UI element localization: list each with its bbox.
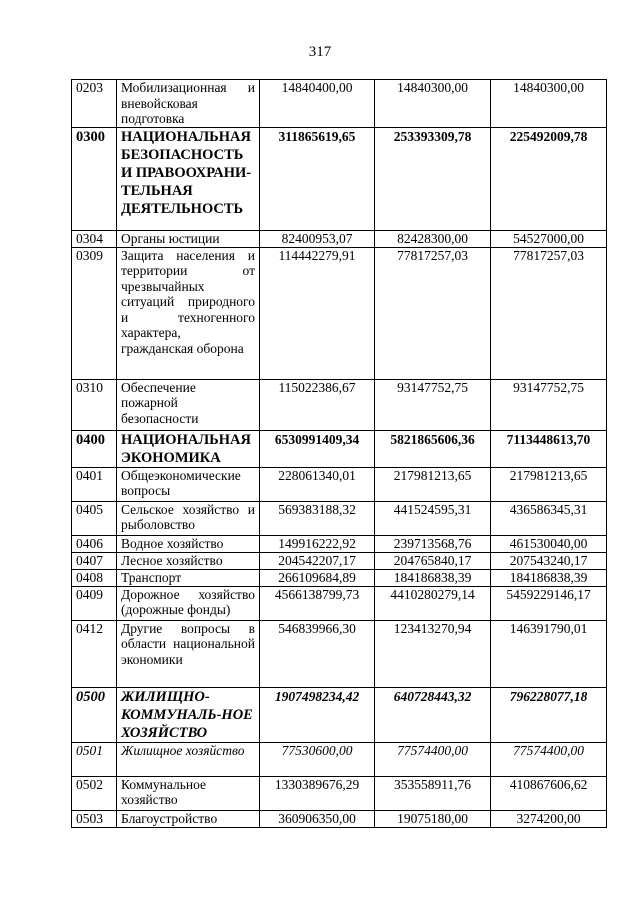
row-name: Водное хозяйство <box>117 535 260 552</box>
row-code: 0501 <box>72 742 117 776</box>
table-row <box>72 379 607 430</box>
table-row <box>72 430 607 467</box>
row-value-2: 239713568,76 <box>375 535 491 552</box>
row-value-3: 184186838,39 <box>491 569 607 586</box>
row-value-1: 115022386,67 <box>260 379 375 430</box>
row-code: 0405 <box>72 501 117 535</box>
row-code: 0304 <box>72 230 117 247</box>
row-value-3: 77817257,03 <box>491 247 607 379</box>
row-value-1: 4566138799,73 <box>260 586 375 620</box>
row-value-1: 6530991409,34 <box>260 430 375 467</box>
row-value-3: 146391790,01 <box>491 620 607 687</box>
row-value-2: 4410280279,14 <box>375 586 491 620</box>
row-code: 0309 <box>72 247 117 379</box>
row-name: Органы юстиции <box>117 230 260 247</box>
row-code: 0503 <box>72 810 117 827</box>
row-code: 0407 <box>72 552 117 569</box>
row-code: 0500 <box>72 687 117 742</box>
table-row <box>72 247 607 379</box>
row-value-3: 7113448613,70 <box>491 430 607 467</box>
row-code: 0409 <box>72 586 117 620</box>
row-value-1: 360906350,00 <box>260 810 375 827</box>
table-row <box>72 501 607 535</box>
row-name: Мобилизационная и вневойсковая подготовка <box>117 80 260 128</box>
row-value-2: 82428300,00 <box>375 230 491 247</box>
row-value-1: 546839966,30 <box>260 620 375 687</box>
row-code: 0401 <box>72 467 117 501</box>
row-value-2: 77574400,00 <box>375 742 491 776</box>
row-value-2: 184186838,39 <box>375 569 491 586</box>
table-row <box>72 810 607 827</box>
row-value-3: 461530040,00 <box>491 535 607 552</box>
row-value-1: 149916222,92 <box>260 535 375 552</box>
table-row <box>72 742 607 776</box>
row-value-1: 266109684,89 <box>260 569 375 586</box>
row-code: 0412 <box>72 620 117 687</box>
row-value-1: 569383188,32 <box>260 501 375 535</box>
row-name: НАЦИОНАЛЬНАЯ ЭКОНОМИКА <box>117 430 260 467</box>
row-value-2: 217981213,65 <box>375 467 491 501</box>
table-row <box>72 776 607 810</box>
row-value-3: 77574400,00 <box>491 742 607 776</box>
row-value-2: 441524595,31 <box>375 501 491 535</box>
row-value-1: 77530600,00 <box>260 742 375 776</box>
row-value-2: 77817257,03 <box>375 247 491 379</box>
row-value-2: 93147752,75 <box>375 379 491 430</box>
row-name: Коммунальное хозяйство <box>117 776 260 810</box>
table-row <box>72 127 607 230</box>
row-code: 0408 <box>72 569 117 586</box>
row-value-1: 14840400,00 <box>260 80 375 128</box>
row-value-3: 225492009,78 <box>491 127 607 230</box>
row-value-1: 82400953,07 <box>260 230 375 247</box>
row-code: 0502 <box>72 776 117 810</box>
row-code: 0406 <box>72 535 117 552</box>
row-name: Жилищное хозяйство <box>117 742 260 776</box>
table-row <box>72 586 607 620</box>
row-code: 0400 <box>72 430 117 467</box>
row-value-1: 1907498234,42 <box>260 687 375 742</box>
row-value-2: 19075180,00 <box>375 810 491 827</box>
table-row <box>72 467 607 501</box>
row-name: Транспорт <box>117 569 260 586</box>
table-row <box>72 687 607 742</box>
table-row <box>72 230 607 247</box>
row-value-3: 796228077,18 <box>491 687 607 742</box>
row-name: Сельское хозяйство и рыболовство <box>117 501 260 535</box>
row-value-1: 1330389676,29 <box>260 776 375 810</box>
row-name: Общеэкономические вопросы <box>117 467 260 501</box>
row-value-3: 93147752,75 <box>491 379 607 430</box>
row-name: Обеспечение пожарной безопасности <box>117 379 260 430</box>
row-value-3: 217981213,65 <box>491 467 607 501</box>
row-name: Другие вопросы в области национальной экономики <box>117 620 260 687</box>
row-value-3: 436586345,31 <box>491 501 607 535</box>
row-name: Защита населения и территории от чрезвычайных ситуаций природного и техногенного характера, гражданская оборона <box>117 247 260 379</box>
row-value-3: 207543240,17 <box>491 552 607 569</box>
row-value-3: 410867606,62 <box>491 776 607 810</box>
row-value-2: 353558911,76 <box>375 776 491 810</box>
row-value-2: 253393309,78 <box>375 127 491 230</box>
row-name: Лесное хозяйство <box>117 552 260 569</box>
table-row <box>72 620 607 687</box>
row-value-3: 54527000,00 <box>491 230 607 247</box>
row-name: Дорожное хозяйство (дорожные фонды) <box>117 586 260 620</box>
table-row <box>72 80 607 128</box>
row-name: ЖИЛИЩНО-КОММУНАЛЬ-НОЕ ХОЗЯЙСТВО <box>117 687 260 742</box>
row-value-3: 14840300,00 <box>491 80 607 128</box>
row-value-1: 311865619,65 <box>260 127 375 230</box>
row-value-1: 114442279,91 <box>260 247 375 379</box>
row-code: 0300 <box>72 127 117 230</box>
row-value-2: 123413270,94 <box>375 620 491 687</box>
table-row <box>72 569 607 586</box>
row-value-3: 3274200,00 <box>491 810 607 827</box>
row-value-3: 5459229146,17 <box>491 586 607 620</box>
row-code: 0310 <box>72 379 117 430</box>
row-value-2: 640728443,32 <box>375 687 491 742</box>
page-number: 317 <box>308 44 332 60</box>
row-value-1: 204542207,17 <box>260 552 375 569</box>
row-value-2: 5821865606,36 <box>375 430 491 467</box>
budget-table <box>71 79 607 828</box>
row-value-2: 14840300,00 <box>375 80 491 128</box>
row-value-1: 228061340,01 <box>260 467 375 501</box>
row-name: НАЦИОНАЛЬНАЯ БЕЗОПАСНОСТЬ И ПРАВООХРАНИ-ТЕЛЬНАЯ ДЕЯТЕЛЬНОСТЬ <box>117 127 260 230</box>
table-row <box>72 535 607 552</box>
table-row <box>72 552 607 569</box>
row-value-2: 204765840,17 <box>375 552 491 569</box>
row-name: Благоустройство <box>117 810 260 827</box>
row-code: 0203 <box>72 80 117 128</box>
